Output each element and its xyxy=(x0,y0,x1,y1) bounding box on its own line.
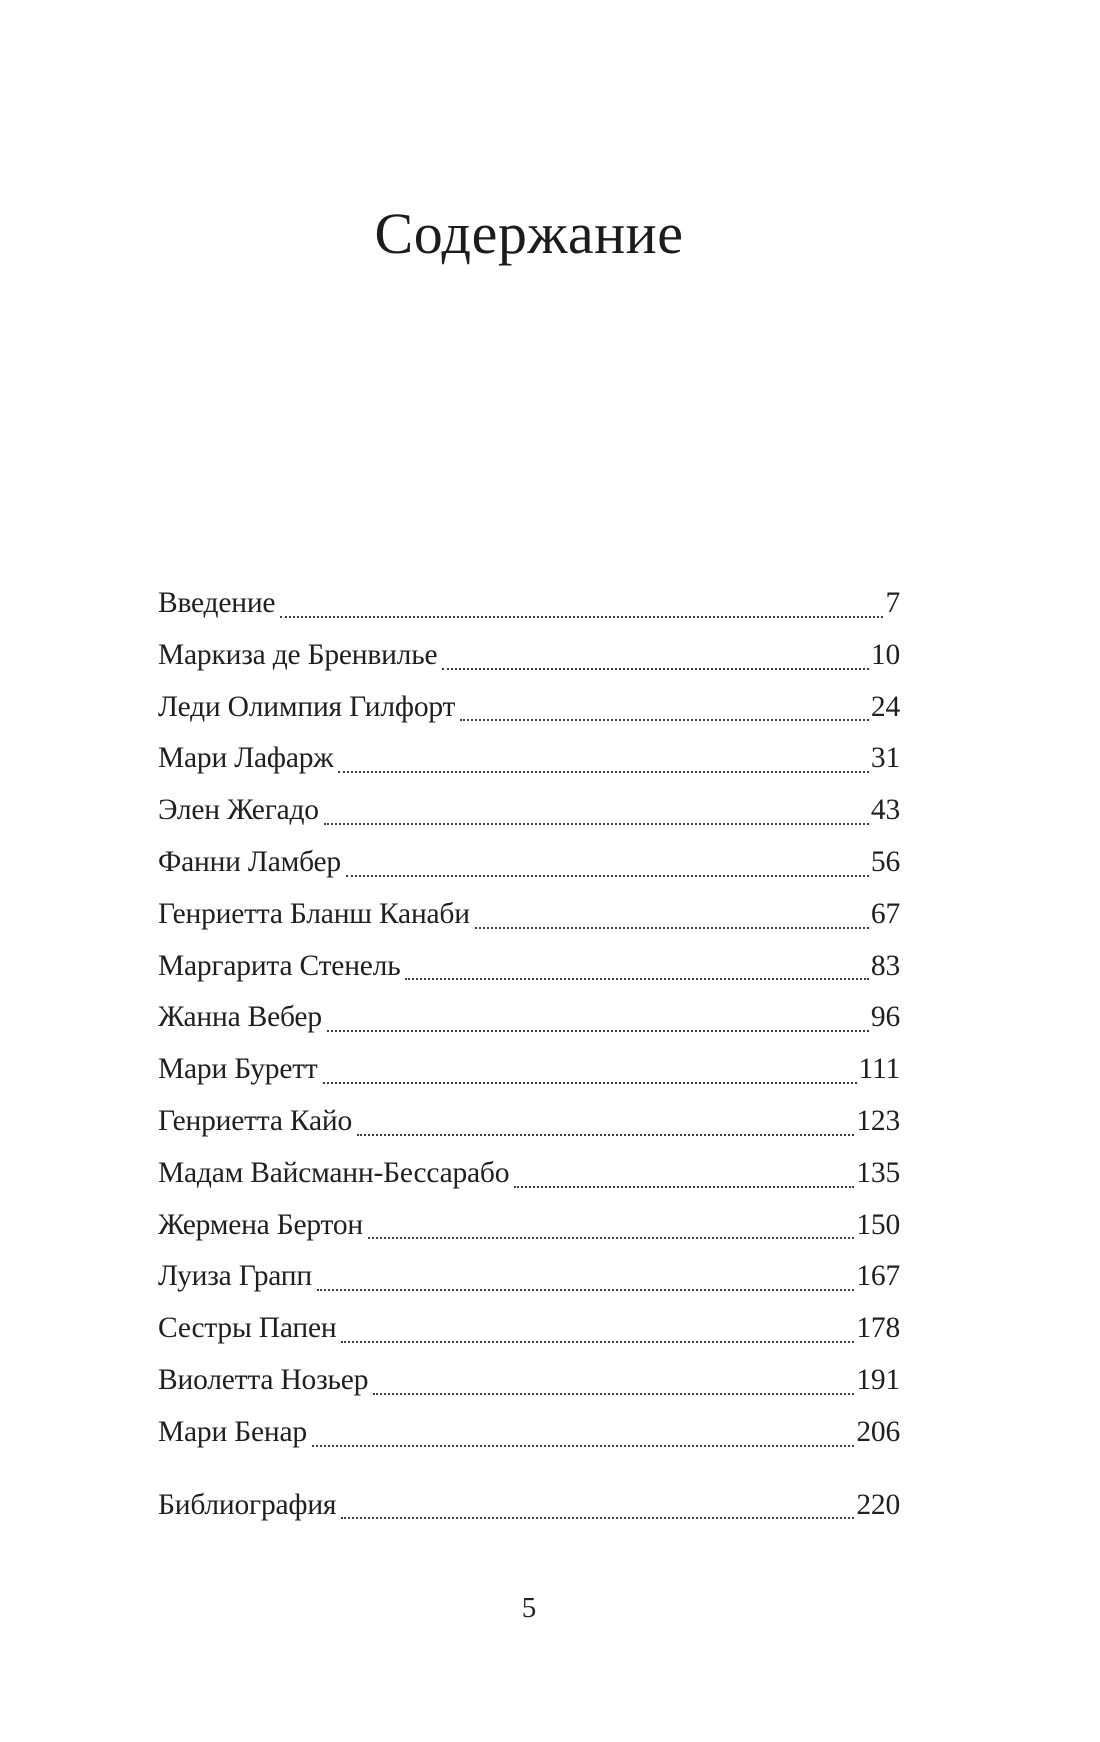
toc-entry-page: 7 xyxy=(885,587,900,619)
toc-entry-label: Библиография xyxy=(158,1488,337,1521)
toc-row xyxy=(158,837,900,889)
toc-entry-page: 135 xyxy=(856,1156,900,1189)
toc-entry-label: Элен Жегадо xyxy=(158,794,319,827)
toc-entry-page: 24 xyxy=(870,690,900,723)
toc-entry-page: 167 xyxy=(856,1260,900,1293)
toc-entry-page: 83 xyxy=(870,949,900,982)
toc-row xyxy=(158,733,900,785)
toc-entry-label: Мадам Вайсманн-Бессарабо xyxy=(158,1156,510,1189)
toc-entry-page: 150 xyxy=(856,1208,900,1241)
dotted-leader xyxy=(475,927,869,929)
toc-row xyxy=(158,1044,900,1096)
toc-entry-page: 31 xyxy=(870,742,900,775)
toc-row xyxy=(158,630,900,682)
dotted-leader xyxy=(357,1134,854,1136)
bibliography-row-wrap xyxy=(158,1480,900,1532)
toc-entry-page: 67 xyxy=(870,897,900,930)
dotted-leader xyxy=(324,823,869,825)
dotted-leader xyxy=(346,875,869,877)
dotted-leader xyxy=(341,1341,854,1343)
table-of-contents xyxy=(158,578,900,1531)
dotted-leader xyxy=(280,616,883,618)
toc-entry-label: Жанна Вебер xyxy=(158,1001,322,1034)
dotted-leader xyxy=(460,719,869,721)
toc-entry-page: 43 xyxy=(870,794,900,827)
dotted-leader xyxy=(327,1030,869,1032)
footer-page-number: 5 xyxy=(521,1592,537,1624)
toc-entry-page: 178 xyxy=(856,1312,900,1345)
toc-entry-page: 96 xyxy=(870,1001,900,1034)
toc-entry-page: 10 xyxy=(870,638,900,671)
toc-row xyxy=(158,1407,900,1459)
toc-entry-label: Введение xyxy=(158,587,276,619)
toc-entry-label: Генриетта Бланш Канаби xyxy=(158,897,470,930)
toc-row xyxy=(158,578,900,630)
toc-entry-label: Фанни Ламбер xyxy=(158,845,341,878)
toc-row xyxy=(158,992,900,1044)
toc-row xyxy=(158,1303,900,1355)
toc-entry-label: Леди Олимпия Гилфорт xyxy=(158,690,456,723)
toc-entry-page: 56 xyxy=(870,845,900,878)
toc-row xyxy=(158,1148,900,1200)
toc-entry-label: Маркиза де Бренвилье xyxy=(158,638,438,671)
dotted-leader xyxy=(338,771,868,773)
toc-entry-page: 111 xyxy=(858,1053,900,1086)
toc-row xyxy=(158,1096,900,1148)
dotted-leader xyxy=(442,668,869,670)
toc-row xyxy=(158,1480,900,1532)
toc-row xyxy=(158,1355,900,1407)
page-title: Содержание xyxy=(374,201,684,266)
toc-entry-label: Виолетта Нозьер xyxy=(158,1363,369,1396)
dotted-leader xyxy=(323,1082,857,1084)
toc-entry-label: Генриетта Кайо xyxy=(158,1104,353,1137)
toc-entry-label: Сестры Папен xyxy=(158,1312,337,1345)
dotted-leader xyxy=(373,1393,854,1395)
toc-row xyxy=(158,785,900,837)
toc-entry-label: Мари Бенар xyxy=(158,1415,307,1448)
dotted-leader xyxy=(514,1186,854,1188)
dotted-leader xyxy=(368,1237,854,1239)
toc-row xyxy=(158,889,900,941)
toc-list xyxy=(158,578,900,1459)
toc-entry-label: Луиза Грапп xyxy=(158,1260,312,1293)
toc-entry-page: 206 xyxy=(856,1415,900,1448)
toc-row xyxy=(158,1200,900,1252)
toc-row xyxy=(158,1251,900,1303)
toc-entry-page: 123 xyxy=(856,1104,900,1137)
toc-entry-label: Мари Буретт xyxy=(158,1053,318,1086)
dotted-leader xyxy=(341,1517,854,1519)
toc-entry-label: Маргарита Стенель xyxy=(158,949,401,982)
toc-entry-label: Мари Лафарж xyxy=(158,742,334,775)
dotted-leader xyxy=(317,1289,854,1291)
dotted-leader xyxy=(312,1445,854,1447)
toc-row xyxy=(158,941,900,993)
dotted-leader xyxy=(405,978,868,980)
toc-entry-page: 220 xyxy=(856,1488,900,1521)
toc-entry-page: 191 xyxy=(856,1363,900,1396)
toc-entry-label: Жермена Бертон xyxy=(158,1208,363,1241)
toc-row xyxy=(158,682,900,734)
